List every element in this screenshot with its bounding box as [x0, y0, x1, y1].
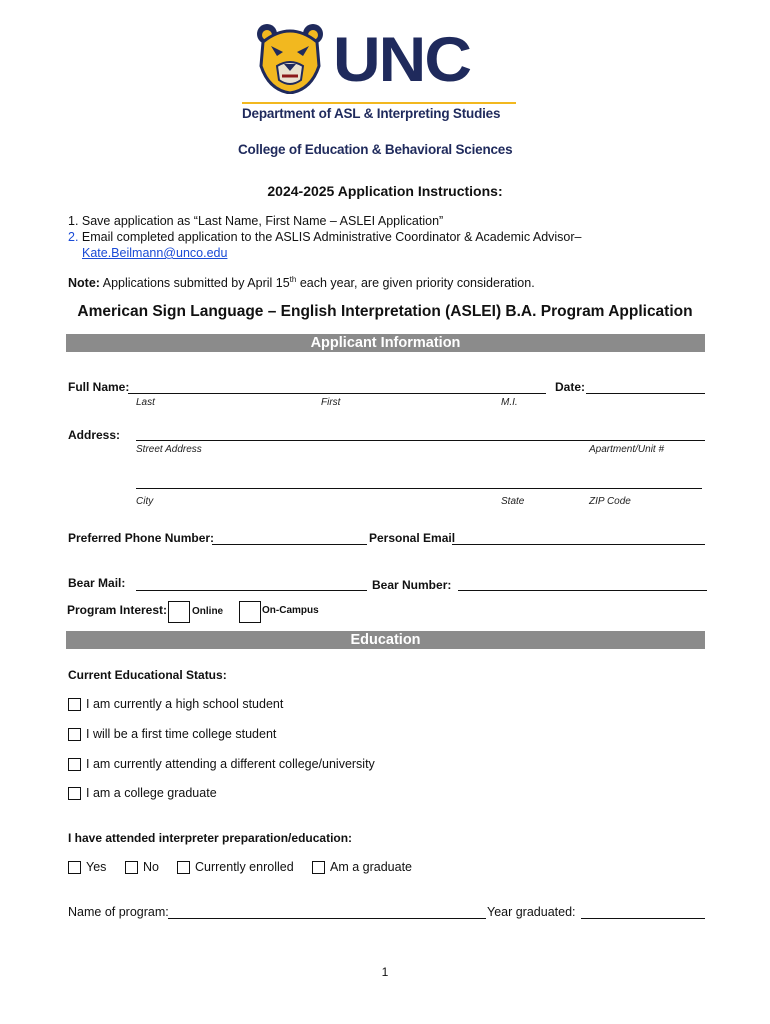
bear-mail-field[interactable]: [136, 590, 367, 591]
college-name: College of Education & Behavioral Sciences: [238, 142, 513, 157]
attended-yes-checkbox[interactable]: [68, 861, 81, 874]
attended-enrolled-label: Currently enrolled: [195, 860, 294, 874]
middle-initial-hint: M.I.: [501, 397, 518, 408]
note-sup: th: [289, 275, 297, 284]
instruction-step-1: 1. Save application as “Last Name, First Name – ASLEI Application”: [68, 214, 444, 228]
zip-hint: ZIP Code: [589, 496, 631, 507]
unc-logo: [255, 22, 515, 100]
priority-note: [68, 275, 535, 290]
personal-email-field[interactable]: [452, 544, 705, 545]
status-option-first-time: I will be a first time college student: [86, 727, 277, 741]
status-option-transfer: I am currently attending a different college/university: [86, 757, 375, 771]
status-option-graduate: I am a college graduate: [86, 786, 217, 800]
street-address-hint: Street Address: [136, 444, 202, 455]
personal-email-label: Personal Email: [369, 531, 456, 545]
phone-field[interactable]: [212, 544, 367, 545]
step-number: 2.: [68, 230, 79, 244]
status-checkbox-high-school[interactable]: [68, 698, 81, 711]
date-label: Date:: [555, 380, 586, 394]
online-checkbox[interactable]: [168, 601, 190, 623]
program-interest-label: Program Interest:: [67, 603, 168, 617]
on-campus-label: On-Campus: [262, 605, 319, 616]
last-name-hint: Last: [136, 397, 155, 408]
attended-no-checkbox[interactable]: [125, 861, 138, 874]
department-name: Department of ASL & Interpreting Studies: [242, 106, 501, 121]
attended-enrolled-checkbox[interactable]: [177, 861, 190, 874]
note-text-end: each year, are given priority consideration.: [299, 276, 535, 291]
year-graduated-field[interactable]: [581, 918, 705, 919]
date-field[interactable]: [586, 393, 705, 394]
status-checkbox-graduate[interactable]: [68, 787, 81, 800]
status-checkbox-transfer[interactable]: [68, 758, 81, 771]
full-name-field[interactable]: [128, 393, 546, 394]
instruction-step-2: [68, 230, 582, 244]
program-name-field[interactable]: [168, 918, 486, 919]
online-label: Online: [192, 606, 224, 617]
note-text: Applications submitted by April 15: [102, 276, 290, 291]
street-address-field[interactable]: [136, 440, 705, 441]
apartment-hint: Apartment/Unit #: [589, 444, 665, 455]
year-graduated-label: Year graduated:: [487, 905, 576, 919]
state-hint: State: [501, 496, 525, 507]
divider: [242, 102, 516, 104]
attended-graduate-label: Am a graduate: [330, 860, 412, 874]
instructions-title: 2024-2025 Application Instructions:: [267, 183, 503, 199]
on-campus-checkbox[interactable]: [239, 601, 261, 623]
educational-status-label: Current Educational Status:: [68, 668, 227, 682]
phone-label: Preferred Phone Number:: [68, 531, 215, 545]
attended-no-label: No: [143, 860, 159, 874]
attended-label: I have attended interpreter preparation/education:: [68, 831, 353, 845]
status-checkbox-first-time[interactable]: [68, 728, 81, 741]
full-name-label: Full Name:: [68, 380, 130, 394]
note-label: Note:: [68, 276, 100, 291]
program-name-label: Name of program:: [68, 905, 169, 919]
attended-yes-label: Yes: [86, 860, 107, 874]
address-label: Address:: [68, 428, 121, 442]
advisor-email-link[interactable]: Kate.Beilmann@unco.edu: [82, 246, 228, 260]
attended-graduate-checkbox[interactable]: [312, 861, 325, 874]
city-state-zip-field[interactable]: [136, 488, 702, 489]
education-section-header: Education: [66, 631, 705, 649]
bear-number-field[interactable]: [458, 590, 707, 591]
bear-number-label: Bear Number:: [372, 578, 452, 592]
unc-wordmark: UNC: [333, 23, 470, 95]
city-hint: City: [136, 496, 154, 507]
status-option-high-school: I am currently a high school student: [86, 697, 284, 711]
bear-mail-label: Bear Mail:: [68, 576, 126, 590]
page-number: 1: [381, 965, 389, 979]
bear-icon: [255, 22, 325, 94]
applicant-section-header: Applicant Information: [66, 334, 705, 352]
form-title: American Sign Language – English Interpretation (ASLEI) B.A. Program Application: [77, 303, 693, 320]
first-name-hint: First: [321, 397, 341, 408]
step-text: Email completed application to the ASLIS Administrative Coordinator & Academic Advisor–: [81, 230, 582, 244]
